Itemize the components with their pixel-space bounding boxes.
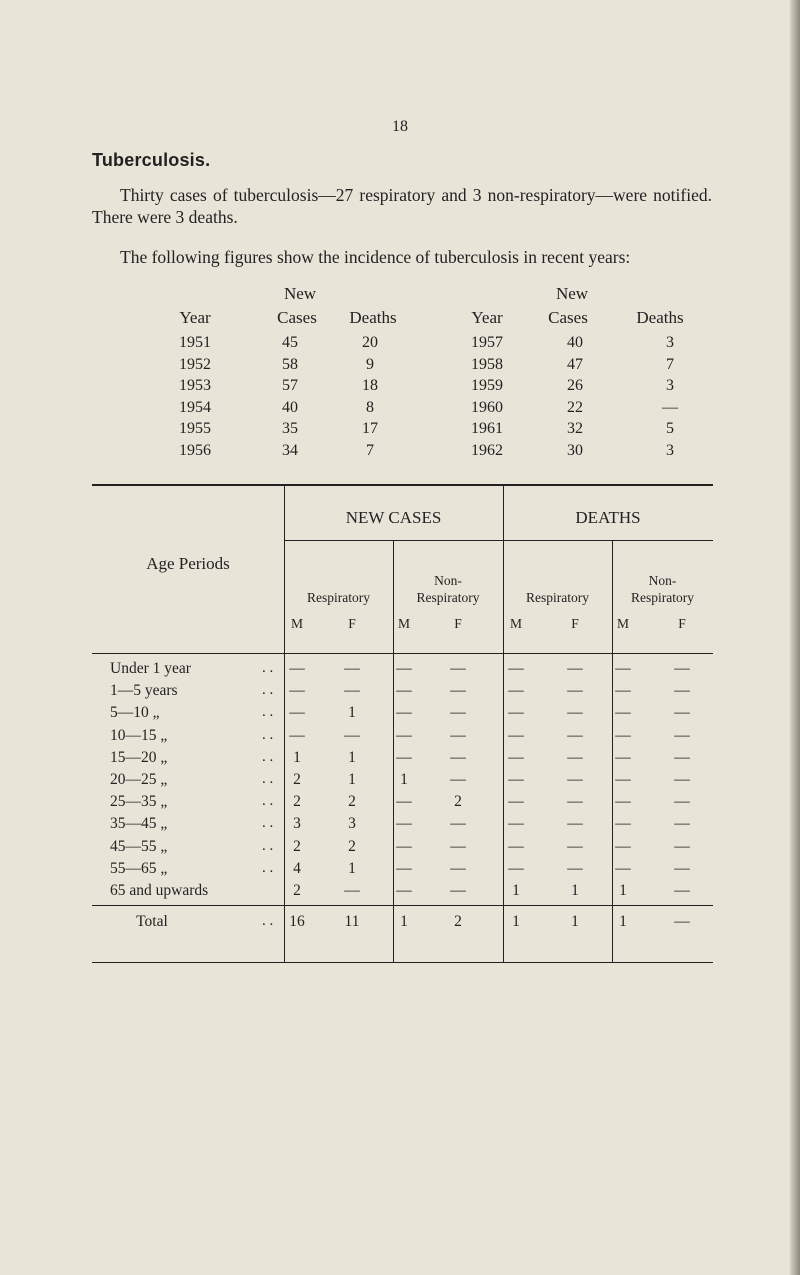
age-table-cell: — — [508, 859, 524, 877]
year-year-cell: 1962 — [471, 441, 503, 459]
years-header-cases-left: Cases — [277, 308, 317, 327]
page-number: 18 — [392, 118, 408, 135]
total-cell: 1 — [512, 913, 520, 930]
age-table-cell: — — [615, 682, 631, 700]
age-table-cell: 1 — [348, 859, 356, 877]
age-table-cell: — — [508, 793, 524, 811]
age-table-cell: — — [615, 859, 631, 877]
year-deaths-cell: 8 — [366, 398, 374, 416]
age-table-cell: — — [396, 859, 412, 877]
new-nonresp-header-line2: Respiratory — [416, 590, 480, 605]
female-header: F — [678, 616, 686, 631]
age-table-cell: — — [674, 837, 690, 855]
age-table-cell: 3 — [348, 815, 356, 833]
age-table-cell: — — [567, 771, 583, 788]
age-table-cell: — — [344, 882, 360, 899]
total-cell: 1 — [571, 913, 579, 930]
age-table-cell: — — [450, 660, 466, 677]
leader-dots: . . — [262, 704, 274, 721]
total-label: Total — [136, 913, 168, 930]
age-period-label: 45—55 „ — [110, 837, 168, 855]
age-table-cell: — — [450, 704, 466, 722]
age-table-cell: — — [450, 837, 466, 855]
age-table-cell: — — [396, 682, 412, 700]
age-table-cell: — — [674, 859, 690, 877]
age-table-group-rule — [284, 540, 713, 541]
age-table-cell: 2 — [348, 793, 356, 811]
year-year-cell: 1958 — [471, 355, 503, 373]
age-table-cell: — — [674, 771, 690, 788]
deaths-nonresp-header-line1: Non- — [648, 573, 677, 588]
age-table-cell: 2 — [293, 771, 301, 788]
age-period-label: 25—35 „ — [110, 793, 168, 811]
year-year-cell: 1951 — [179, 334, 211, 351]
leader-dots: . . — [262, 837, 274, 854]
years-header-new-left: New — [283, 284, 317, 303]
year-deaths-cell: 5 — [666, 420, 674, 437]
age-table-cell: 1 — [571, 882, 579, 899]
age-table-cell: — — [567, 748, 583, 766]
age-table-cell: — — [289, 682, 305, 700]
leader-dots: . . — [262, 660, 274, 676]
age-table-cell: — — [674, 882, 690, 899]
year-deaths-cell: — — [662, 398, 678, 416]
total-cell: 2 — [454, 913, 462, 930]
age-table-cell: 1 — [348, 771, 356, 788]
age-table-cell: — — [615, 793, 631, 811]
years-header-year-right: Year — [471, 308, 503, 327]
age-table-cell: — — [508, 748, 524, 766]
age-table-cell: — — [508, 682, 524, 700]
age-table-cell: — — [615, 726, 631, 744]
age-period-label: 35—45 „ — [110, 815, 168, 833]
age-table-cell: — — [289, 704, 305, 722]
years-header-cases-right: Cases — [548, 308, 588, 327]
age-table-bottom-rule — [92, 962, 713, 963]
age-table-cell: 1 — [400, 771, 408, 788]
age-table-cell: — — [567, 682, 583, 700]
age-table-cell: — — [567, 660, 583, 677]
age-table-cell: 1 — [293, 748, 301, 766]
year-year-cell: 1959 — [471, 377, 503, 394]
leader-dots: . . — [262, 771, 274, 787]
age-table-cell: 1 — [348, 704, 356, 722]
age-period-label: 55—65 „ — [110, 859, 168, 877]
leader-dots: . . — [262, 815, 274, 832]
age-table-cell: — — [289, 726, 305, 744]
age-table-cell: — — [450, 882, 466, 899]
year-cases-cell: 57 — [282, 377, 298, 394]
years-header-deaths-left: Deaths — [349, 308, 397, 327]
age-table-cell: — — [567, 859, 583, 877]
year-deaths-cell: 17 — [362, 420, 378, 437]
total-leader-dots: . . — [262, 913, 274, 929]
male-header: M — [616, 616, 629, 631]
total-cell: 1 — [619, 913, 627, 930]
year-deaths-cell: 3 — [666, 441, 674, 459]
page-edge-shadow — [790, 0, 800, 1275]
incidence-paragraph: The following figures show the incidence of tuberculosis in recent years: — [120, 247, 631, 267]
total-cell: 16 — [289, 913, 305, 930]
age-period-label: 1—5 years — [110, 682, 178, 700]
female-header: F — [348, 616, 356, 631]
age-table-cell: — — [674, 704, 690, 722]
year-cases-cell: 35 — [282, 420, 298, 437]
year-cases-cell: 45 — [282, 334, 298, 351]
year-deaths-cell: 18 — [362, 377, 378, 394]
age-period-label: Under 1 year — [110, 660, 191, 677]
leader-dots: . . — [262, 793, 274, 810]
year-cases-cell: 26 — [567, 377, 583, 394]
year-deaths-cell: 3 — [666, 377, 674, 394]
year-year-cell: 1960 — [471, 398, 503, 416]
year-year-cell: 1953 — [179, 377, 211, 394]
age-table-cell: — — [615, 748, 631, 766]
age-table-cell: — — [450, 815, 466, 833]
age-table-cell: — — [396, 704, 412, 722]
new-cases-header: NEW CASES — [345, 508, 442, 527]
age-table-cell: — — [396, 748, 412, 766]
year-deaths-cell: 9 — [366, 355, 374, 373]
age-table-cell: — — [396, 837, 412, 855]
age-table-cell: — — [567, 704, 583, 722]
year-year-cell: 1955 — [179, 420, 211, 437]
age-table-cell: — — [567, 837, 583, 855]
age-table-cell: — — [674, 748, 690, 766]
year-deaths-cell: 7 — [366, 441, 374, 459]
deaths-resp-header: Respiratory — [526, 590, 589, 605]
age-table-cell: — — [450, 771, 466, 788]
leader-dots: . . — [262, 726, 274, 743]
age-table-cell: — — [615, 815, 631, 833]
age-table-cell: — — [508, 726, 524, 744]
age-table-cell: — — [567, 815, 583, 833]
year-deaths-cell: 3 — [666, 334, 674, 351]
age-table-cell: 2 — [293, 837, 301, 855]
age-table-cell: — — [396, 726, 412, 744]
age-table-header-rule — [92, 653, 713, 654]
year-cases-cell: 32 — [567, 420, 583, 437]
male-header: M — [290, 616, 303, 631]
male-header: M — [397, 616, 410, 631]
female-header: F — [571, 616, 579, 631]
age-table-cell: — — [396, 660, 412, 677]
age-table-cell: — — [450, 748, 466, 766]
age-table-total-rule — [92, 905, 713, 906]
female-header: F — [454, 616, 462, 631]
year-cases-cell: 47 — [567, 355, 583, 373]
years-header-year-left: Year — [179, 308, 211, 327]
age-table-cell: — — [674, 660, 690, 677]
total-cell: 1 — [400, 913, 408, 930]
leader-dots: . . — [262, 682, 274, 699]
age-table-cell: — — [508, 704, 524, 722]
year-year-cell: 1952 — [179, 355, 211, 373]
age-period-label: 15—20 „ — [110, 748, 168, 766]
age-table-cell: 1 — [619, 882, 627, 899]
year-deaths-cell: 7 — [666, 355, 674, 373]
deaths-header: DEATHS — [575, 508, 641, 527]
age-table-cell: — — [344, 660, 360, 677]
new-resp-header: Respiratory — [307, 590, 370, 605]
male-header: M — [509, 616, 522, 631]
age-table-cell: — — [289, 660, 305, 677]
deaths-nonresp-header-line2: Respiratory — [631, 590, 694, 605]
age-table-cell: 2 — [293, 882, 301, 899]
year-cases-cell: 22 — [567, 398, 583, 416]
age-table-cell: — — [450, 726, 466, 744]
age-table-cell: — — [344, 726, 360, 744]
leader-dots: . . — [262, 748, 274, 765]
age-table-cell: — — [674, 682, 690, 700]
age-table-cell: — — [615, 704, 631, 722]
age-table-cell: — — [508, 815, 524, 833]
age-table-cell: — — [674, 726, 690, 744]
intro-paragraph: Thirty cases of tuberculosis—27 respiratory and 3 non-respiratory—were notified. There were 3 deaths. — [92, 185, 712, 227]
age-table-cell: — — [674, 793, 690, 811]
age-periods-header: Age Periods — [146, 554, 230, 573]
year-year-cell: 1954 — [179, 398, 211, 416]
age-table-cell: — — [396, 793, 412, 811]
leader-dots: . . — [262, 859, 274, 876]
age-table-cell: — — [396, 882, 412, 899]
years-header-deaths-right: Deaths — [636, 308, 684, 327]
age-table-cell: 2 — [454, 793, 462, 811]
year-deaths-cell: 20 — [362, 334, 378, 351]
age-table-cell: 1 — [348, 748, 356, 766]
age-table-cell: — — [508, 771, 524, 788]
age-table-cell: — — [615, 660, 631, 677]
age-period-label: 5—10 „ — [110, 704, 160, 722]
age-table-cell: 2 — [348, 837, 356, 855]
age-table-cell: — — [396, 815, 412, 833]
section-heading: Tuberculosis. — [92, 150, 211, 170]
age-table-cell: 3 — [293, 815, 301, 833]
age-period-label: 10—15 „ — [110, 726, 168, 744]
age-table-cell: — — [508, 660, 524, 677]
age-table-cell: — — [450, 682, 466, 700]
year-cases-cell: 40 — [282, 398, 298, 416]
age-table-cell: — — [508, 837, 524, 855]
age-table-cell: — — [567, 793, 583, 811]
year-cases-cell: 34 — [282, 441, 298, 459]
year-year-cell: 1957 — [471, 334, 503, 351]
age-table-cell: — — [344, 682, 360, 700]
age-table-cell: — — [615, 771, 631, 788]
age-period-label: 65 and upwards — [110, 882, 209, 899]
total-cell: 11 — [344, 913, 360, 930]
year-cases-cell: 40 — [567, 334, 583, 351]
age-table-cell: — — [615, 837, 631, 855]
age-table-cell: — — [450, 859, 466, 877]
age-period-label: 20—25 „ — [110, 771, 168, 788]
years-header-new-right: New — [555, 284, 589, 303]
age-table-cell: 1 — [512, 882, 520, 899]
year-year-cell: 1961 — [471, 420, 503, 437]
year-cases-cell: 58 — [282, 355, 298, 373]
age-table-cell: — — [674, 815, 690, 833]
age-table-cell: — — [567, 726, 583, 744]
age-table-cell: 2 — [293, 793, 301, 811]
year-year-cell: 1956 — [179, 441, 211, 459]
year-cases-cell: 30 — [567, 441, 583, 459]
age-table-cell: 4 — [293, 859, 301, 877]
age-table-top-rule — [92, 484, 713, 486]
total-cell: — — [674, 913, 690, 930]
new-nonresp-header-line1: Non- — [434, 573, 462, 588]
